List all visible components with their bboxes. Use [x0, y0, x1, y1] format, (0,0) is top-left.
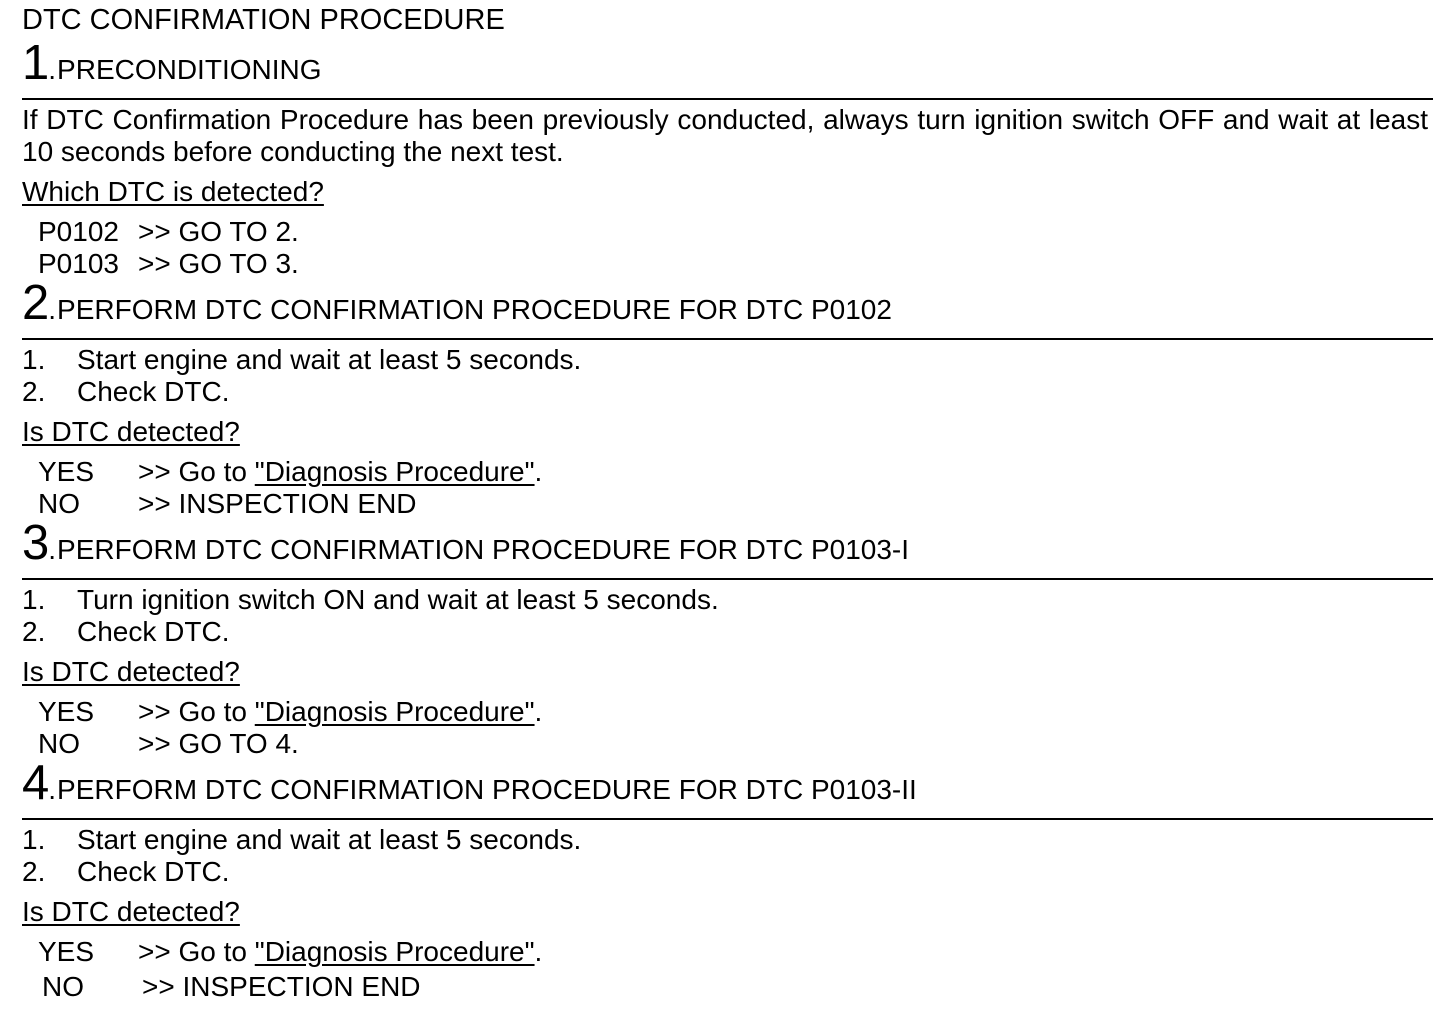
step-1-question: Which DTC is detected? [22, 176, 324, 207]
step-2-item-1 [22, 344, 581, 376]
step-4-title: PERFORM DTC CONFIRMATION PROCEDURE FOR DTC P0103-II [57, 774, 917, 805]
item-text: Check DTC. [77, 616, 230, 647]
step-2-rule [22, 338, 1433, 340]
item-text: Turn ignition switch ON and wait at least 5 seconds. [77, 584, 719, 615]
option-key: P0102 [38, 216, 119, 247]
option-suffix: . [534, 936, 543, 967]
step-1-option-p0103[interactable] [38, 248, 299, 280]
step-2-dot: . [48, 294, 57, 325]
option-arrow: >> [142, 971, 183, 1002]
option-key: YES [38, 936, 95, 967]
step-1-rule [22, 98, 1433, 100]
step-4-option-no [42, 971, 421, 1003]
item-index: 1. [22, 344, 46, 375]
option-arrow: >> [138, 936, 179, 967]
step-3-question: Is DTC detected? [22, 656, 240, 687]
step-4-heading [22, 758, 917, 808]
step-3-option-no[interactable] [38, 728, 299, 760]
step-2-option-no [38, 488, 417, 520]
option-arrow: >> [138, 696, 179, 727]
item-index: 2. [22, 376, 46, 407]
option-action[interactable]: GO TO 3. [178, 248, 299, 279]
step-1-number: 1 [22, 36, 50, 90]
item-index: 2. [22, 616, 46, 647]
item-index: 2. [22, 856, 46, 887]
step-2-question: Is DTC detected? [22, 416, 240, 447]
item-index: 1. [22, 584, 46, 615]
step-3-title: PERFORM DTC CONFIRMATION PROCEDURE FOR DTC P0103-I [57, 534, 910, 565]
item-text: Start engine and wait at least 5 seconds. [77, 344, 582, 375]
option-key: P0103 [38, 248, 119, 279]
step-3-heading [22, 518, 909, 568]
option-prefix: Go to [178, 456, 255, 487]
step-4-question: Is DTC detected? [22, 896, 240, 927]
step-1-paragraph: If DTC Confirmation Procedure has been previously conducted, always turn ignition switch OFF and wait at least 10 seconds before conducting the next test. [22, 104, 1428, 167]
option-arrow: >> [138, 216, 179, 247]
option-arrow: >> [138, 456, 179, 487]
step-3-item-2 [22, 616, 229, 648]
step-1-option-p0102[interactable] [38, 216, 299, 248]
document-title: DTC CONFIRMATION PROCEDURE [22, 4, 505, 36]
item-index: 1. [22, 824, 46, 855]
option-arrow: >> [138, 248, 179, 279]
option-action: INSPECTION END [178, 488, 417, 519]
step-4-item-1 [22, 824, 581, 856]
option-prefix: Go to [178, 696, 255, 727]
step-1-title: PRECONDITIONING [57, 54, 322, 85]
option-key: YES [38, 696, 95, 727]
option-action: INSPECTION END [182, 971, 421, 1002]
step-3-dot: . [48, 534, 57, 565]
step-4-option-yes [38, 936, 542, 968]
step-2-option-yes [38, 456, 542, 488]
option-arrow: >> [138, 728, 179, 759]
option-key: NO [38, 728, 80, 759]
item-text: Start engine and wait at least 5 seconds. [77, 824, 582, 855]
step-3-rule [22, 578, 1433, 580]
option-arrow: >> [138, 488, 179, 519]
step-4-dot: . [48, 774, 57, 805]
step-3-item-1 [22, 584, 719, 616]
step-2-title: PERFORM DTC CONFIRMATION PROCEDURE FOR DTC P0102 [57, 294, 892, 325]
option-suffix: . [534, 456, 543, 487]
step-1-dot: . [48, 54, 57, 85]
diagnosis-procedure-link[interactable]: "Diagnosis Procedure" [254, 456, 535, 487]
step-4-item-2 [22, 856, 229, 888]
item-text: Check DTC. [77, 856, 230, 887]
option-key: NO [42, 971, 84, 1002]
item-text: Check DTC. [77, 376, 230, 407]
step-2-heading [22, 278, 892, 328]
step-4-number: 4 [22, 756, 50, 810]
diagnosis-procedure-link[interactable]: "Diagnosis Procedure" [254, 936, 535, 967]
step-3-option-yes [38, 696, 542, 728]
diagnosis-procedure-link[interactable]: "Diagnosis Procedure" [254, 696, 535, 727]
step-2-number: 2 [22, 276, 50, 330]
option-key: NO [38, 488, 80, 519]
option-action[interactable]: GO TO 4. [178, 728, 299, 759]
option-key: YES [38, 456, 95, 487]
option-prefix: Go to [178, 936, 255, 967]
step-3-number: 3 [22, 516, 50, 570]
step-4-rule [22, 818, 1433, 820]
option-suffix: . [534, 696, 543, 727]
step-1-heading [22, 38, 322, 88]
option-action[interactable]: GO TO 2. [178, 216, 299, 247]
step-2-item-2 [22, 376, 229, 408]
